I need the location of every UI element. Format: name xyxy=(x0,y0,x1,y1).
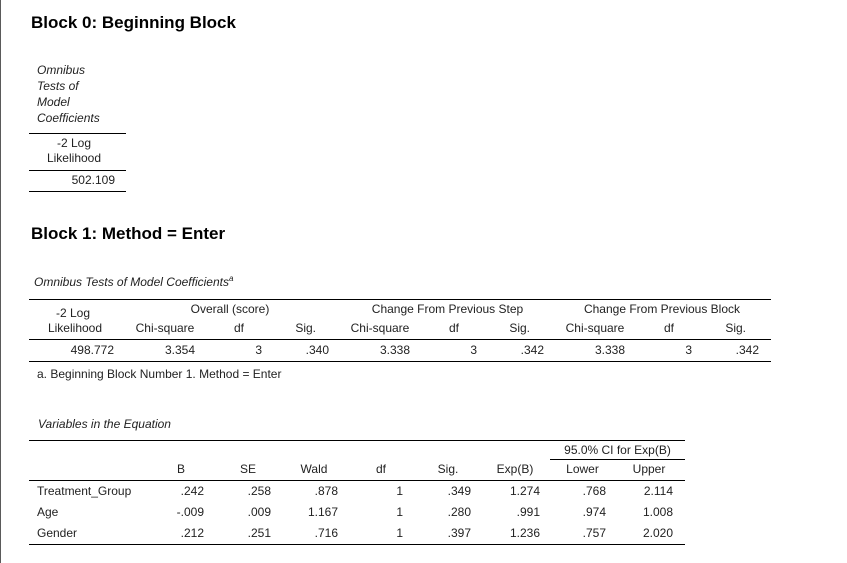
block1-footnote: a. Beginning Block Number 1. Method = Enter xyxy=(37,367,282,381)
var-upper: 2.020 xyxy=(642,526,673,540)
step-df-header: df xyxy=(448,321,459,335)
var-upper: 1.008 xyxy=(642,505,673,519)
var-b: .212 xyxy=(180,526,204,540)
col-header-expb: Exp(B) xyxy=(496,462,534,476)
window-left-border xyxy=(0,0,1,563)
var-df: 1 xyxy=(396,505,403,519)
block-df-header: df xyxy=(663,321,674,335)
step-chisq-header: Chi-square xyxy=(350,321,410,335)
block1-top-rule xyxy=(29,299,771,300)
step-sig-header: Sig. xyxy=(509,321,530,335)
col-header-se: SE xyxy=(239,462,256,476)
var-name-age: Age xyxy=(37,505,59,519)
var-wald: 1.167 xyxy=(307,505,338,519)
block1-loglik-header-2: Likelihood xyxy=(47,321,103,335)
var-name-gender: Gender xyxy=(37,526,78,540)
group-change-prev-block: Change From Previous Block xyxy=(583,302,741,316)
var-name-treatment-group: Treatment_Group xyxy=(37,484,132,498)
block0-heading: Block 0: Beginning Block xyxy=(31,13,236,32)
var-se: .258 xyxy=(247,484,271,498)
step-sig-value: .342 xyxy=(520,343,544,357)
col-header-lower: Lower xyxy=(566,462,599,476)
block-chisq-value: 3.338 xyxy=(594,343,625,357)
block0-caption-line-4: Coefficients xyxy=(37,111,100,125)
block0-loglik-value: 502.109 xyxy=(71,173,115,187)
var-lower: .768 xyxy=(582,484,606,498)
block0-header-line-2: Likelihood xyxy=(46,151,102,165)
var-b: .242 xyxy=(180,484,204,498)
block1-loglik-value: 498.772 xyxy=(70,343,114,357)
block1-bottom-rule xyxy=(29,361,771,362)
block-sig-value: .342 xyxy=(735,343,759,357)
var-expb: 1.274 xyxy=(509,484,540,498)
var-sig: .349 xyxy=(447,484,471,498)
overall-chisq-value: 3.354 xyxy=(164,343,195,357)
block1-header-rule xyxy=(29,339,771,340)
block0-caption-line-2: Tests of xyxy=(37,79,79,93)
step-chisq-value: 3.338 xyxy=(379,343,410,357)
col-header-upper: Upper xyxy=(632,462,666,476)
overall-chisq-header: Chi-square xyxy=(135,321,195,335)
block1-loglik-header-1: -2 Log xyxy=(55,306,91,320)
variables-caption: Variables in the Equation xyxy=(38,417,171,431)
var-wald: .716 xyxy=(314,526,338,540)
var-lower: .757 xyxy=(582,526,606,540)
overall-df-header: df xyxy=(233,321,244,335)
var-upper: 2.114 xyxy=(643,484,673,498)
overall-df-value: 3 xyxy=(255,343,262,357)
footnote-marker: a xyxy=(228,274,234,283)
group-overall-score: Overall (score) xyxy=(190,302,270,316)
block-df-value: 3 xyxy=(685,343,692,357)
var-df: 1 xyxy=(396,526,403,540)
block0-caption-line-3: Model xyxy=(37,95,70,109)
variables-top-rule xyxy=(29,440,685,441)
var-sig: .280 xyxy=(447,505,471,519)
var-se: .009 xyxy=(247,505,271,519)
block1-caption: Omnibus Tests of Model Coefficients$^a$ xyxy=(34,274,234,289)
block0-header-rule xyxy=(29,170,126,171)
block0-header-line-1: -2 Log xyxy=(56,136,92,150)
var-expb: 1.236 xyxy=(509,526,540,540)
ci-header-rule xyxy=(550,459,685,460)
col-header-wald: Wald xyxy=(300,462,328,476)
var-wald: .878 xyxy=(314,484,338,498)
group-change-prev-step: Change From Previous Step xyxy=(371,302,524,316)
step-df-value: 3 xyxy=(470,343,477,357)
var-expb: .991 xyxy=(516,505,540,519)
variables-bottom-rule xyxy=(29,544,685,545)
var-se: .251 xyxy=(247,526,271,540)
col-header-sig: Sig. xyxy=(437,462,459,476)
ci-header: 95.0% CI for Exp(B) xyxy=(564,443,671,457)
block-chisq-header: Chi-square xyxy=(565,321,625,335)
overall-sig-header: Sig. xyxy=(295,321,316,335)
var-b: -.009 xyxy=(176,505,204,519)
var-df: 1 xyxy=(396,484,403,498)
variables-header-rule xyxy=(29,480,685,481)
var-sig: .397 xyxy=(447,526,471,540)
col-header-b: B xyxy=(176,462,185,476)
var-lower: .974 xyxy=(582,505,606,519)
block0-bottom-rule xyxy=(29,191,126,192)
block-sig-header: Sig. xyxy=(725,321,746,335)
col-header-df: df xyxy=(375,462,386,476)
block0-top-rule xyxy=(29,133,126,134)
block1-heading: Block 1: Method = Enter xyxy=(31,224,226,243)
block0-caption-line-1: Omnibus xyxy=(37,63,86,77)
overall-sig-value: .340 xyxy=(305,343,329,357)
